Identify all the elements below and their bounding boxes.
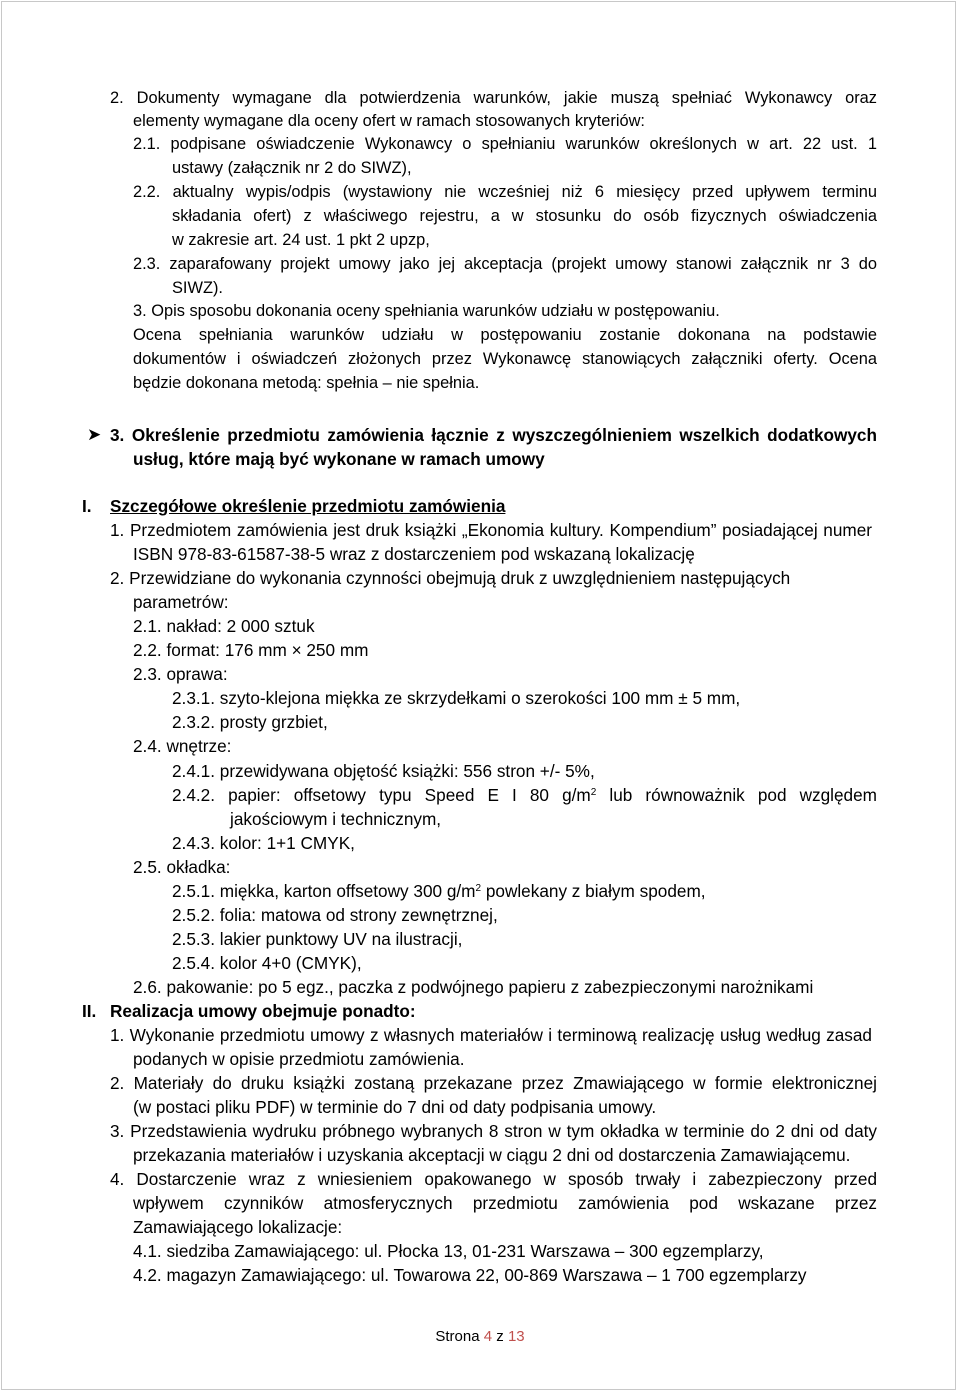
s2-assessment-line-3: będzie dokonana metodą: spełnia – nie spełnia. — [133, 374, 480, 392]
footer-page-number: 4 — [483, 1328, 493, 1345]
param-2-5-1-superscript: 2 — [475, 883, 482, 894]
part-i-number: I. — [82, 496, 92, 516]
param-2-6: 2.6. pakowanie: po 5 egz., paczka z podwójnego papieru z zabezpieczonymi narożnikami — [133, 977, 814, 997]
param-2-4-2-text-b: lub równoważnik pod względem — [596, 785, 877, 805]
param-2-3-2: 2.3.2. prosty grzbiet, — [172, 712, 328, 732]
s2-item-2-2-cont-1: składania ofert) z właściwego rejestru, a w stosunku do osób fizycznych oświadczenia — [172, 207, 877, 225]
part-ii-item-3: 3. Przedstawienia wydruku próbnego wybranych 8 stron w tym okładka w terminie do 2 dni od daty — [110, 1121, 877, 1141]
param-2-5-1-text-b: powlekany z białym spodem, — [481, 881, 706, 901]
part-i-item-2: 2. Przewidziane do wykonania czynności obejmują druk z uwzględnieniem następujących — [110, 568, 791, 588]
param-2-4-2 — [172, 784, 877, 806]
part-ii-item-4-cont-2: Zamawiającego lokalizacje: — [133, 1217, 343, 1237]
s2-assessment-line-1: Ocena spełniania warunków udziału w postępowaniu zostanie dokonana na podstawie — [133, 326, 877, 344]
s2-item-2-2-cont-2: w zakresie art. 24 ust. 1 pkt 2 upzp, — [172, 231, 430, 249]
part-ii-item-4-1: 4.1. siedziba Zamawiającego: ul. Płocka 13, 01-231 Warszawa – 300 egzemplarzy, — [133, 1241, 764, 1261]
part-ii-item-3-cont: przekazania materiałów i uzyskania akceptacji w ciągu 2 dni od dostarczenia Zamawiającemu. — [133, 1145, 851, 1165]
param-2-3: 2.3. oprawa: — [133, 664, 228, 684]
s2-assessment-line-2: dokumentów i oświadczeń złożonych przez Wykonawcę stanowiących załączniki oferty. Ocena — [133, 350, 877, 368]
part-ii-item-1: 1. Wykonanie przedmiotu umowy z własnych materiałów i terminową realizację usług według zasad — [110, 1025, 872, 1045]
param-2-4: 2.4. wnętrze: — [133, 736, 232, 756]
param-2-5-4: 2.5.4. kolor 4+0 (CMYK), — [172, 953, 362, 973]
s2-item-2-3: 2.3. zaparafowany projekt umowy jako jej akceptacja (projekt umowy stanowi załącznik nr 3 do — [133, 255, 877, 273]
part-ii-number: II. — [82, 1001, 97, 1021]
param-2-4-2-cont: jakościowym i technicznym, — [230, 809, 442, 829]
part-i-item-1: 1. Przedmiotem zamówienia jest druk książki „Ekonomia kultury. Kompendium” posiadającej numer — [110, 520, 872, 540]
arrow-bullet-icon: ➤ — [87, 425, 102, 444]
part-ii-item-1-cont: podanych w opisie przedmiotu zamówienia. — [133, 1049, 465, 1069]
s2-item-2-1-cont: ustawy (załącznik nr 2 do SIWZ), — [172, 159, 412, 177]
s2-line-1: 2. Dokumenty wymagane dla potwierdzenia warunków, jakie muszą spełniać Wykonawcy oraz — [110, 89, 877, 107]
s3-heading-line-2: usług, które mają być wykonane w ramach umowy — [133, 449, 545, 469]
s2-item-2-3-cont: SIWZ). — [172, 279, 223, 297]
page-footer — [0, 1327, 960, 1347]
part-ii-heading: Realizacja umowy obejmuje ponadto: — [110, 1001, 416, 1021]
param-2-4-2-text-a: 2.4.2. papier: offsetowy typu Speed E I 80 g/m — [172, 785, 591, 805]
param-2-4-2-superscript: 2 — [590, 787, 597, 798]
s2-item-2-2: 2.2. aktualny wypis/odpis (wystawiony nie wcześniej niż 6 miesięcy przed upływem terminu — [133, 183, 877, 201]
part-i-item-1-cont: ISBN 978-83-61587-38-5 wraz z dostarczeniem pod wskazaną lokalizację — [133, 544, 695, 564]
param-2-5-2: 2.5.2. folia: matowa od strony zewnętrznej, — [172, 905, 498, 925]
param-2-4-3: 2.4.3. kolor: 1+1 CMYK, — [172, 833, 355, 853]
part-ii-item-4: 4. Dostarczenie wraz z wniesieniem opakowanego w sposób trwały i zabezpieczony przed — [110, 1169, 877, 1189]
s2-point-3: 3. Opis sposobu dokonania oceny spełniania warunków udziału w postępowaniu. — [133, 302, 720, 320]
s2-line-2: elementy wymagane dla oceny ofert w ramach stosowanych kryteriów: — [133, 112, 645, 130]
param-2-2: 2.2. format: 176 mm × 250 mm — [133, 640, 369, 660]
param-2-5-1 — [172, 880, 706, 902]
param-2-5: 2.5. okładka: — [133, 857, 231, 877]
param-2-3-1: 2.3.1. szyto-klejona miękka ze skrzydełkami o szerokości 100 mm ± 5 mm, — [172, 688, 741, 708]
param-2-1: 2.1. nakład: 2 000 sztuk — [133, 616, 315, 636]
param-2-5-3: 2.5.3. lakier punktowy UV na ilustracji, — [172, 929, 463, 949]
part-i-heading: Szczegółowe określenie przedmiotu zamówienia — [110, 496, 506, 516]
param-2-5-1-text-a: 2.5.1. miękka, karton offsetowy 300 g/m — [172, 881, 476, 901]
footer-separator: z — [492, 1328, 508, 1345]
s3-heading-line-1: 3. Określenie przedmiotu zamówienia łącznie z wyszczególnieniem wszelkich dodatkowych — [110, 425, 877, 445]
footer-prefix: Strona — [435, 1328, 484, 1345]
part-ii-item-2-cont: (w postaci pliku PDF) w terminie do 7 dni od daty podpisania umowy. — [133, 1097, 657, 1117]
part-i-item-2-cont: parametrów: — [133, 592, 229, 612]
footer-page-total: 13 — [507, 1328, 525, 1345]
part-ii-item-4-2: 4.2. magazyn Zamawiającego: ul. Towarowa 22, 00-869 Warszawa – 1 700 egzemplarzy — [133, 1265, 807, 1285]
s2-item-2-1: 2.1. podpisane oświadczenie Wykonawcy o spełnianiu warunków określonych w art. 22 ust. 1 — [133, 135, 877, 153]
part-ii-item-2: 2. Materiały do druku książki zostaną przekazane przez Zmawiającego w formie elektronicznej — [110, 1073, 877, 1093]
part-ii-item-4-cont-1: wpływem czynników atmosferycznych przedmiotu zamówienia pod wskazane przez — [133, 1193, 877, 1213]
param-2-4-1: 2.4.1. przewidywana objętość książki: 556 stron +/- 5%, — [172, 761, 595, 781]
